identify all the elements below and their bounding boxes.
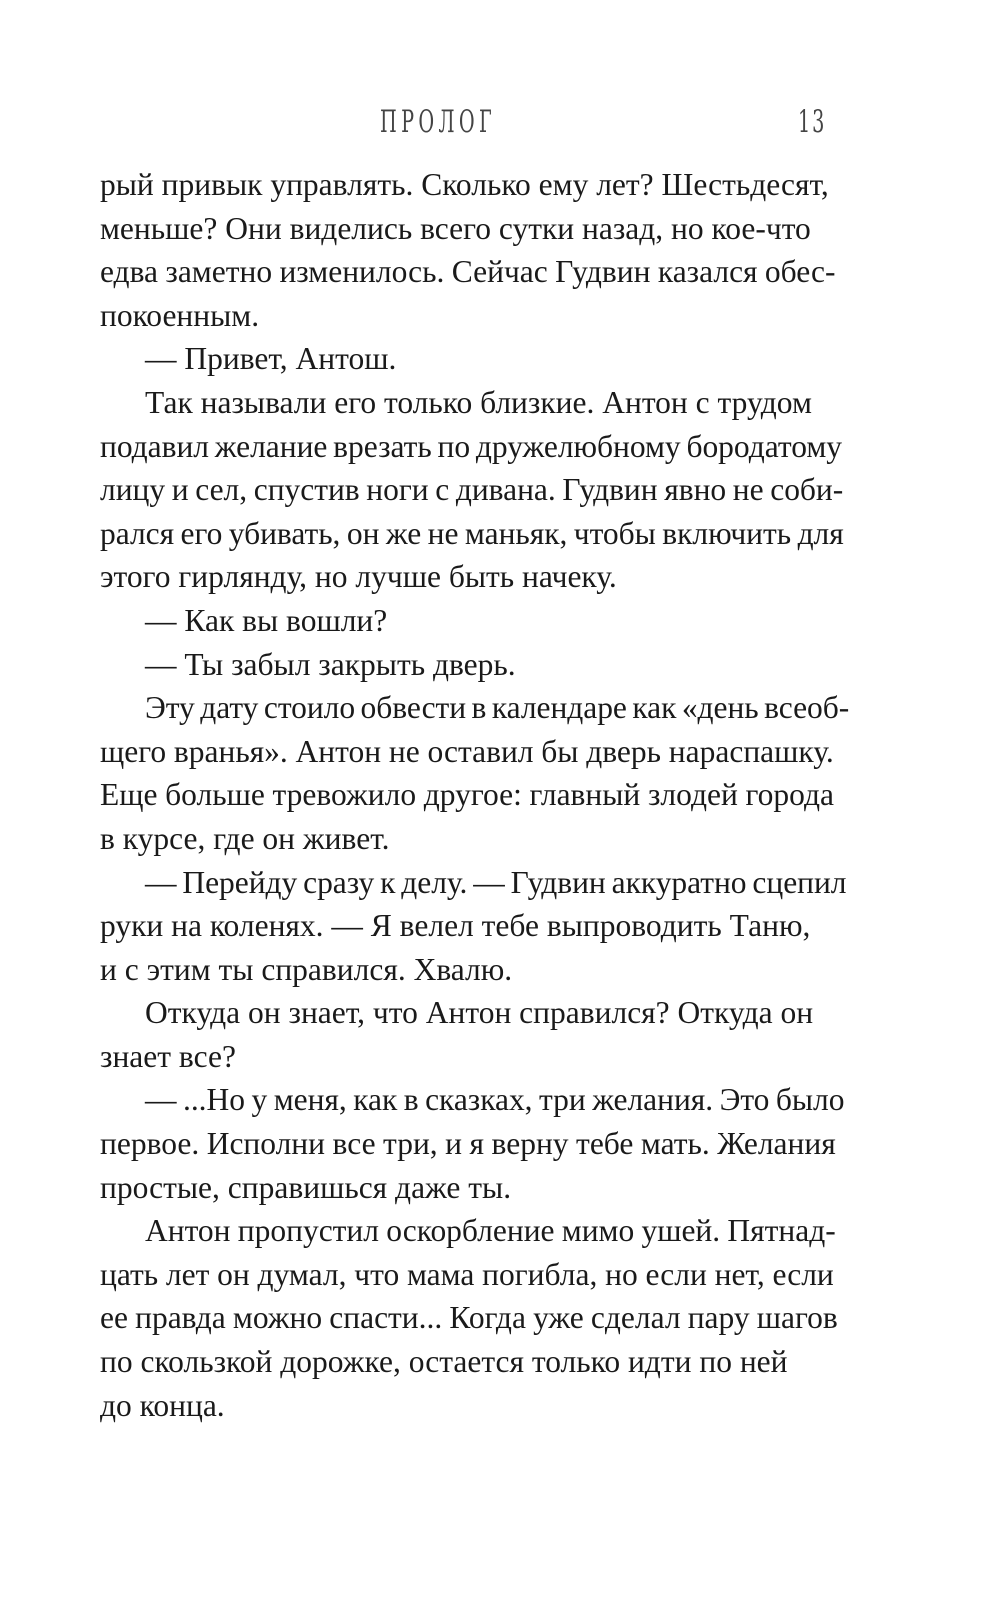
running-head	[0, 104, 1000, 144]
text-line: рался его убивать, он же не маньяк, чтобы включить для	[100, 515, 844, 551]
text-line: — ...Но у меня, как в сказках, три желания. Это было	[145, 1082, 845, 1118]
text-line: подавил желание врезать по дружелюбному бородатому	[100, 428, 842, 464]
text-line: и с этим ты справился. Хвалю.	[100, 951, 513, 987]
page-number: 13	[798, 104, 827, 140]
text-line: этого гирлянду, но лучше быть начеку.	[100, 559, 617, 595]
text-line: Антон пропустил оскорбление мимо ушей. Пятнад-	[145, 1213, 836, 1249]
text-line: покоенным.	[100, 297, 260, 333]
text-line: — Как вы вошли?	[145, 602, 388, 638]
text-line: — Привет, Антош.	[145, 341, 397, 377]
text-line: Так называли его только близкие. Антон с трудом	[145, 384, 812, 420]
text-line: — Перейду сразу к делу. — Гудвин аккуратно сцепил	[145, 864, 847, 900]
text-line: знает все?	[100, 1038, 236, 1074]
text-line: в курсе, где он живет.	[100, 820, 390, 856]
text-line: рый привык управлять. Сколько ему лет? Шестьдесят,	[100, 167, 829, 202]
body-text	[100, 163, 850, 1427]
text-line: Еще больше тревожило другое: главный злодей города	[100, 777, 834, 813]
text-line: едва заметно изменилось. Сейчас Гудвин казался обес-	[100, 254, 836, 290]
text-line: до конца.	[100, 1387, 225, 1423]
text-line: цать лет он думал, что мама погибла, но если нет, если	[100, 1256, 834, 1292]
text-line: руки на коленях. — Я велел тебе выпроводить Таню,	[100, 908, 811, 944]
text-line: — Ты забыл закрыть дверь.	[145, 646, 516, 682]
text-line: щего вранья». Антон не оставил бы дверь нараспашку.	[100, 733, 834, 769]
text-line: лицу и сел, спустив ноги с дивана. Гудвин явно не соби-	[100, 472, 844, 508]
chapter-title: ПРОЛОГ	[380, 104, 497, 140]
text-line: ее правда можно спасти... Когда уже сделал пару шагов	[100, 1300, 838, 1336]
text-line: Откуда он знает, что Антон справился? Откуда он	[145, 995, 814, 1031]
text-line: Эту дату стоило обвести в календаре как «день всеоб-	[145, 690, 850, 726]
text-line: по скользкой дорожке, остается только идти по ней	[100, 1344, 788, 1380]
text-line: первое. Исполни все три, и я верну тебе мать. Желания	[100, 1126, 836, 1162]
text-line: простые, справишься даже ты.	[100, 1169, 512, 1205]
text-line: меньше? Они виделись всего сутки назад, но кое-что	[100, 210, 811, 246]
